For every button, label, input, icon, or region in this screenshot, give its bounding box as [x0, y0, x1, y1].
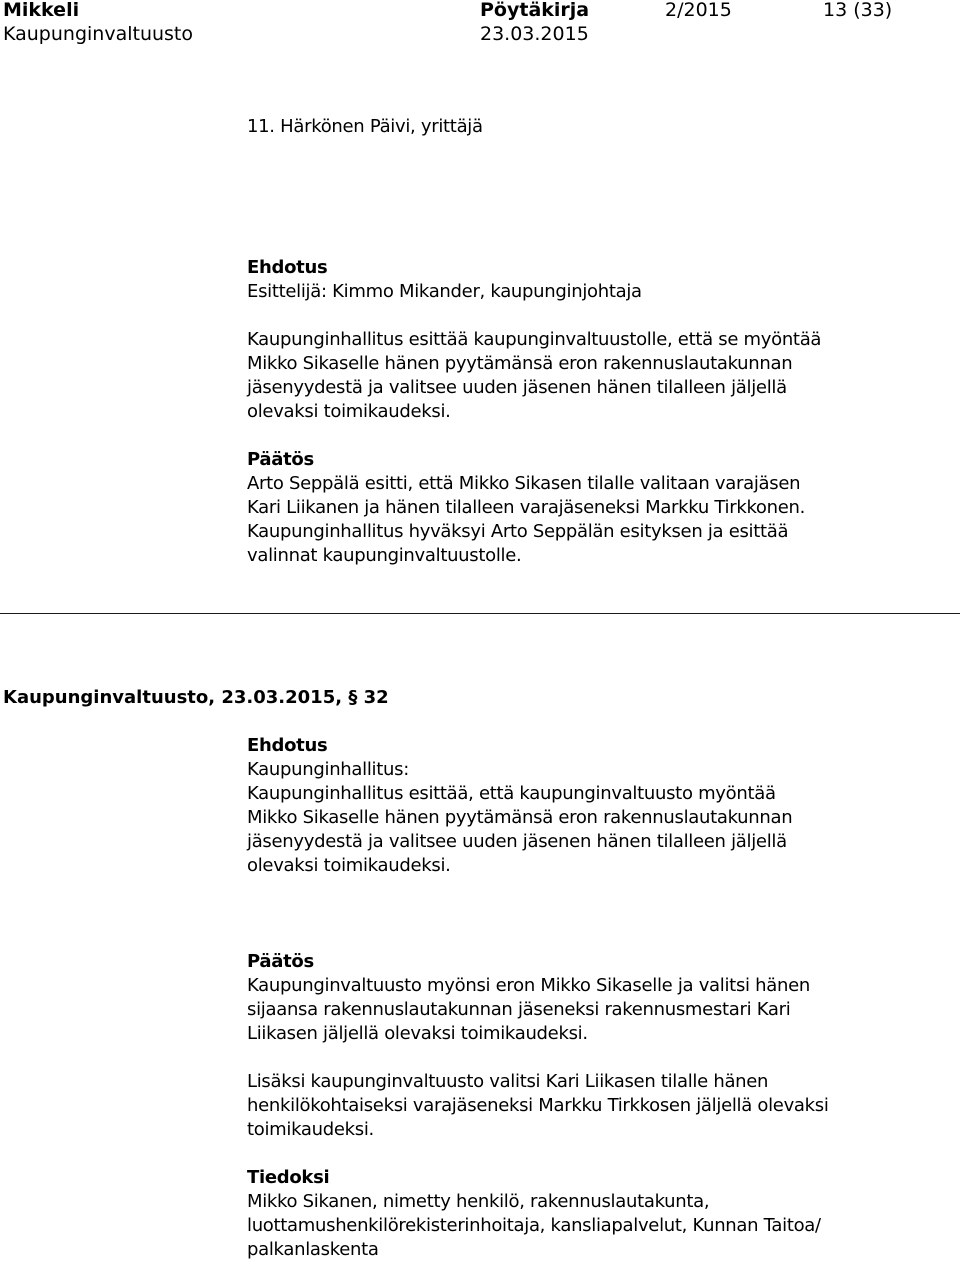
valtuusto-section-title: Kaupunginvaltuusto, 23.03.2015, § 32: [3, 687, 389, 708]
valtuusto-proposal-line: Mikko Sikaselle hänen pyytämänsä eron rakennuslautakunnan: [247, 807, 793, 828]
hallitus-presenter: Esittelijä: Kimmo Mikander, kaupunginjohtaja: [247, 281, 642, 302]
valtuusto-tiedoksi-line: palkanlaskenta: [247, 1239, 379, 1260]
valtuusto-decision-line: Liikasen jäljellä olevaksi toimikaudeksi.: [247, 1023, 588, 1044]
valtuusto-proposer: Kaupunginhallitus:: [247, 759, 409, 780]
header-doc-type: Pöytäkirja: [480, 0, 590, 21]
valtuusto-additional-line: Lisäksi kaupunginvaltuusto valitsi Kari Liikasen tilalle hänen: [247, 1071, 769, 1092]
hallitus-decision-line: Arto Seppälä esitti, että Mikko Sikasen tilalle valitaan varajäsen: [247, 473, 801, 494]
valtuusto-proposal-line: jäsenyydestä ja valitsee uuden jäsenen hänen tilalleen jäljellä: [247, 831, 787, 852]
hallitus-proposal-line: Kaupunginhallitus esittää kaupunginvaltuustolle, että se myöntää: [247, 329, 822, 350]
header-city: Mikkeli: [3, 0, 80, 21]
valtuusto-tiedoksi-line: luottamushenkilörekisterinhoitaja, kansliapalvelut, Kunnan Taitoa/: [247, 1215, 821, 1236]
hallitus-section: [247, 256, 937, 568]
valtuusto-proposal-line: olevaksi toimikaudeksi.: [247, 855, 451, 876]
valtuusto-additional-line: toimikaudeksi.: [247, 1119, 374, 1140]
header-number: 2/2015: [665, 0, 732, 21]
hallitus-ehdotus-heading: Ehdotus: [247, 257, 328, 278]
hallitus-decision-line: valinnat kaupunginvaltuustolle.: [247, 545, 522, 566]
header-date: 23.03.2015: [480, 23, 589, 45]
valtuusto-paatos-section: [247, 950, 937, 1262]
hallitus-decision-line: Kari Liikanen ja hänen tilalleen varajäseneksi Markku Tirkkonen.: [247, 497, 806, 518]
valtuusto-tiedoksi-line: Mikko Sikanen, nimetty henkilö, rakennuslautakunta,: [247, 1191, 710, 1212]
valtuusto-paatos-heading: Päätös: [247, 951, 314, 972]
valtuusto-ehdotus-heading: Ehdotus: [247, 735, 328, 756]
item-title: 11. Härkönen Päivi, yrittäjä: [247, 116, 483, 137]
hallitus-proposal-line: olevaksi toimikaudeksi.: [247, 401, 451, 422]
valtuusto-tiedoksi-heading: Tiedoksi: [247, 1167, 330, 1188]
valtuusto-ehdotus-section: [247, 734, 937, 878]
header-page: 13 (33): [823, 0, 893, 21]
header-body: Kaupunginvaltuusto: [3, 23, 194, 45]
section-divider: [0, 613, 960, 614]
hallitus-proposal-line: jäsenyydestä ja valitsee uuden jäsenen hänen tilalleen jäljellä: [247, 377, 787, 398]
valtuusto-decision-line: sijaansa rakennuslautakunnan jäseneksi rakennusmestari Kari: [247, 999, 791, 1020]
valtuusto-decision-line: Kaupunginvaltuusto myönsi eron Mikko Sikaselle ja valitsi hänen: [247, 975, 810, 996]
item-title-block: [247, 115, 937, 139]
valtuusto-proposal-line: Kaupunginhallitus esittää, että kaupunginvaltuusto myöntää: [247, 783, 776, 804]
hallitus-paatos-heading: Päätös: [247, 449, 314, 470]
valtuusto-additional-line: henkilökohtaiseksi varajäseneksi Markku Tirkkosen jäljellä olevaksi: [247, 1095, 829, 1116]
hallitus-decision-line: Kaupunginhallitus hyväksyi Arto Seppälän esityksen ja esittää: [247, 521, 789, 542]
hallitus-proposal-line: Mikko Sikaselle hänen pyytämänsä eron rakennuslautakunnan: [247, 353, 793, 374]
